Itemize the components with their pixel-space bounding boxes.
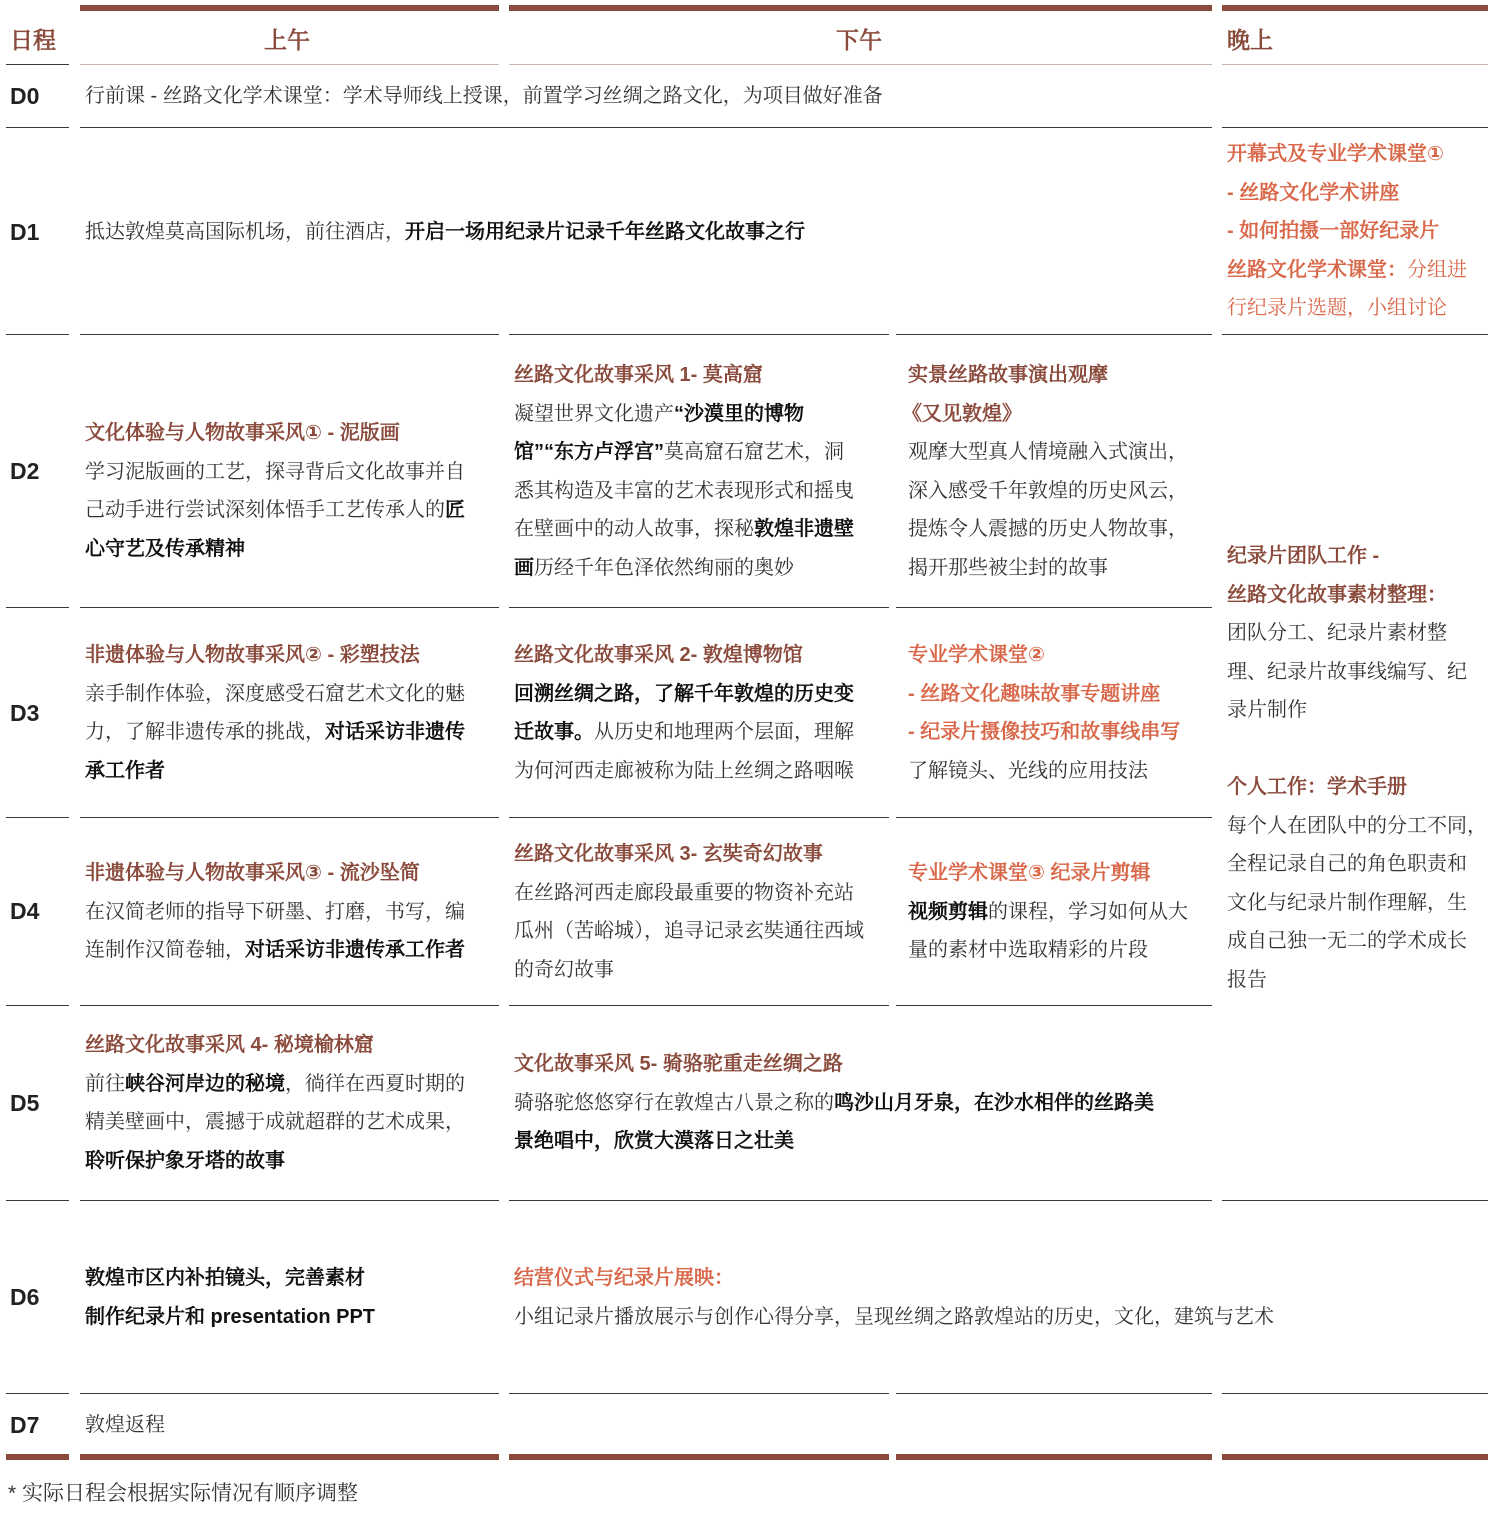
divider <box>80 334 499 335</box>
evening-line: 文化与纪录片制作理解，生 <box>1227 891 1467 914</box>
d1-evening-line: - 丝路文化学术讲座 <box>1227 181 1400 204</box>
d3-morning-line: 亲手制作体验，深度感受石窟艺术文化的魅 <box>85 682 465 705</box>
d3-pm1-text: 从历史和地理两个层面，理解 <box>594 721 854 744</box>
d2-pm2-line: 观摩大型真人情境融入式演出， <box>908 441 1188 464</box>
d4-afternoon-1 <box>514 835 864 989</box>
d5-morning-bold: 峡谷河岸边的秘境 <box>125 1072 285 1095</box>
d3-afternoon-2 <box>908 636 1180 790</box>
header-bar-morning <box>80 5 499 11</box>
d5-morning-text: ，徜徉在西夏时期的 <box>285 1072 465 1095</box>
d5-pm-text: 骑骆驼悠悠穿行在敦煌古八景之称的 <box>514 1091 834 1114</box>
footer-bar <box>1222 1454 1488 1460</box>
d4-morning-line: 在汉简老师的指导下研墨、打磨，书写，编 <box>85 900 465 923</box>
footer-bar <box>80 1454 499 1460</box>
d2-pm1-bold: 敦煌非遗壁 <box>754 518 854 541</box>
d3-pm2-title: 专业学术课堂② <box>908 644 1045 666</box>
d1-text <box>85 213 805 252</box>
d3-pm2-line: - 丝路文化趣味故事专题讲座 <box>908 682 1161 705</box>
d1-evening <box>1227 135 1467 328</box>
d2-pm1-text: 凝望世界文化遗产 <box>514 402 674 425</box>
d2-pm2-line: 揭开那些被尘封的故事 <box>908 556 1108 579</box>
divider <box>509 817 889 818</box>
day-label-d5: D5 <box>10 1090 40 1116</box>
evening-title: 纪录片团队工作 - <box>1227 545 1380 567</box>
d3-pm1-title: 丝路文化故事采风 2- 敦煌博物馆 <box>514 644 803 666</box>
d4-morning-text: 连制作汉简卷轴， <box>85 939 245 962</box>
evening-line: 报告 <box>1227 968 1267 991</box>
d2-afternoon-1 <box>514 356 854 588</box>
footer-bar <box>6 1454 69 1460</box>
d5-pm-bold: 鸣沙山月牙泉，在沙水相伴的丝路美 <box>834 1091 1154 1114</box>
d3-pm2-line: - 纪录片摄像技巧和故事线串写 <box>908 721 1181 744</box>
header-evening: 晚上 <box>1227 27 1273 53</box>
d3-pm1-bold: 迁故事。 <box>514 721 594 744</box>
divider <box>1222 1393 1488 1394</box>
d2-morning-title: 文化体验与人物故事采风① - 泥版画 <box>85 422 400 444</box>
d2-morning-line: 学习泥版画的工艺，探寻背后文化故事并自 <box>85 460 465 483</box>
d1-text-bold: 开启一场用纪录片记录千年丝路文化故事之行 <box>405 221 805 243</box>
divider <box>80 1200 499 1201</box>
d2-pm1-line: 悉其构造及丰富的艺术表现形式和摇曳 <box>514 479 854 502</box>
d3-morning-title: 非遗体验与人物故事采风② - 彩塑技法 <box>85 644 420 666</box>
d2-pm2-title: 《又见敦煌》 <box>902 402 1022 425</box>
d2-morning-bold: 匠 <box>445 499 465 522</box>
divider <box>509 1200 1212 1201</box>
divider <box>509 334 889 335</box>
d5-morning-line: 精美壁画中，震撼于成就超群的艺术成果， <box>85 1111 465 1134</box>
day-label-d7: D7 <box>10 1412 40 1438</box>
evening-line: 成自己独一无二的学术成长 <box>1227 930 1467 953</box>
d6-morning <box>85 1259 375 1336</box>
divider <box>1222 334 1488 335</box>
evening-line: 理、纪录片故事线编写、纪 <box>1227 660 1467 683</box>
d5-afternoon <box>514 1045 1154 1161</box>
divider <box>1222 1200 1488 1201</box>
day-label-d2: D2 <box>10 458 40 484</box>
header-morning: 上午 <box>264 27 310 53</box>
evening-line: 团队分工、纪录片素材整 <box>1227 622 1447 645</box>
d6-pm-line: 小组记录片播放展示与创作心得分享，呈现丝绸之路敦煌站的历史，文化，建筑与艺术 <box>514 1305 1274 1328</box>
footnote: * 实际日程会根据实际情况有顺序调整 <box>8 1482 359 1505</box>
d7-text: 敦煌返程 <box>85 1414 165 1436</box>
d1-evening-bold: 丝路文化学术课堂： <box>1227 258 1407 281</box>
d2-afternoon-2 <box>902 356 1188 588</box>
d2-pm1-text: 莫高窟石窟艺术，洞 <box>664 441 844 464</box>
divider <box>80 1005 499 1006</box>
d2-morning-line: 己动手进行尝试深刻体悟手工艺传承人的 <box>85 499 445 522</box>
header-bar-evening <box>1222 5 1488 11</box>
d1-text-plain: 抵达敦煌莫高国际机场，前往酒店， <box>85 221 405 243</box>
evening-line: 录片制作 <box>1227 699 1307 722</box>
d4-pm2-line: 量的素材中选取精彩的片段 <box>908 939 1148 962</box>
d1-evening-line: - 如何拍摄一部好纪录片 <box>1227 220 1440 243</box>
d2-morning-bold: 心守艺及传承精神 <box>85 537 245 560</box>
d6-afternoon <box>514 1259 1274 1336</box>
d1-evening-line: 行纪录片选题，小组讨论 <box>1227 297 1447 320</box>
divider <box>6 817 69 818</box>
divider <box>6 1393 69 1394</box>
divider <box>1222 64 1488 65</box>
footer-bar <box>509 1454 889 1460</box>
d4-afternoon-2 <box>908 854 1188 970</box>
d4-pm2-bold: 视频剪辑 <box>908 900 988 923</box>
d4-pm2-text: 的课程，学习如何从大 <box>988 900 1188 923</box>
divider <box>509 1393 889 1394</box>
d5-pm-title: 文化故事采风 5- 骑骆驼重走丝绸之路 <box>514 1053 843 1075</box>
divider <box>80 127 1212 128</box>
evening-line: 每个人在团队中的分工不同， <box>1227 814 1487 837</box>
evening-d2-d5 <box>1227 537 1487 1000</box>
d4-pm1-line: 瓜州（苦峪城），追寻记录玄奘通往西域 <box>514 920 864 943</box>
divider <box>509 607 889 608</box>
d3-morning-bold: 承工作者 <box>85 759 165 782</box>
d2-morning <box>85 414 465 568</box>
d4-morning <box>85 854 465 970</box>
day-label-d3: D3 <box>10 700 40 726</box>
divider <box>6 127 69 128</box>
day-label-d0: D0 <box>10 83 40 109</box>
d2-pm1-text: 在壁画中的动人故事，探秘 <box>514 518 754 541</box>
evening-title: 丝路文化故事素材整理： <box>1227 583 1447 606</box>
divider <box>1222 127 1488 128</box>
d5-morning-title: 丝路文化故事采风 4- 秘境榆林窟 <box>85 1034 374 1056</box>
d0-text: 行前课 - 丝路文化学术课堂：学术导师线上授课，前置学习丝绸之路文化，为项目做好准备 <box>85 85 883 107</box>
header-day: 日程 <box>10 27 56 53</box>
d4-pm1-line: 的奇幻故事 <box>514 958 614 981</box>
d3-pm1-bold: 回溯丝绸之路，了解千年敦煌的历史变 <box>514 682 854 705</box>
divider <box>509 64 1212 65</box>
d5-pm-bold: 景绝唱中，欣赏大漠落日之壮美 <box>514 1130 794 1153</box>
d5-morning <box>85 1026 465 1180</box>
d5-morning-text: 前往 <box>85 1072 125 1095</box>
d2-pm1-bold: 画 <box>514 556 534 579</box>
d6-morning-bold: 制作纪录片和 presentation PPT <box>85 1305 376 1328</box>
divider <box>6 1005 69 1006</box>
divider <box>896 607 1212 608</box>
divider <box>509 1005 889 1006</box>
divider <box>6 334 69 335</box>
divider <box>80 1393 499 1394</box>
footer-bar <box>896 1454 1212 1460</box>
d3-morning-bold: 对话采访非遗传 <box>325 721 465 744</box>
d1-evening-text: 分组进 <box>1407 258 1467 281</box>
d5-morning-bold: 聆听保护象牙塔的故事 <box>85 1149 285 1172</box>
divider <box>896 334 1212 335</box>
evening-line: 全程记录自己的角色职责和 <box>1227 853 1467 876</box>
divider <box>6 1200 69 1201</box>
d3-afternoon-1 <box>514 636 854 790</box>
d6-morning-bold: 敦煌市区内补拍镜头，完善素材 <box>85 1267 365 1289</box>
d4-pm1-title: 丝路文化故事采风 3- 玄奘奇幻故事 <box>514 843 823 865</box>
divider <box>6 64 69 65</box>
d3-pm2-line: 了解镜头、光线的应用技法 <box>908 759 1148 782</box>
d3-pm1-line: 为何河西走廊被称为陆上丝绸之路咽喉 <box>514 759 854 782</box>
d2-pm1-bold: “沙漠里的博物 <box>674 402 804 425</box>
divider <box>80 817 499 818</box>
d2-pm2-line: 深入感受千年敦煌的历史风云， <box>908 479 1188 502</box>
d2-pm2-line: 提炼令人震撼的历史人物故事， <box>908 518 1188 541</box>
d4-morning-title: 非遗体验与人物故事采风③ - 流沙坠简 <box>85 862 420 884</box>
divider <box>6 607 69 608</box>
header-afternoon: 下午 <box>836 27 882 53</box>
divider <box>896 817 1212 818</box>
d2-pm1-text: 历经千年色泽依然绚丽的奥妙 <box>534 556 794 579</box>
day-label-d4: D4 <box>10 898 40 924</box>
d4-morning-bold: 对话采访非遗传承工作者 <box>245 939 465 962</box>
d2-pm1-bold: 馆”“东方卢浮宫” <box>514 441 664 464</box>
d4-pm2-title: 专业学术课堂③ 纪录片剪辑 <box>908 862 1151 884</box>
d2-pm1-title: 丝路文化故事采风 1- 莫高窟 <box>514 364 763 386</box>
day-label-d6: D6 <box>10 1284 40 1310</box>
day-label-d1: D1 <box>10 219 40 245</box>
divider <box>80 64 499 65</box>
d1-evening-line: 开幕式及专业学术课堂① <box>1227 143 1444 165</box>
divider <box>896 1005 1212 1006</box>
header-bar-afternoon <box>509 5 1212 11</box>
d3-morning-text: 力，了解非遗传承的挑战， <box>85 721 325 744</box>
d3-morning <box>85 636 465 790</box>
d2-pm2-title: 实景丝路故事演出观摩 <box>908 364 1108 386</box>
d4-pm1-line: 在丝路河西走廊段最重要的物资补充站 <box>514 881 854 904</box>
evening-title: 个人工作：学术手册 <box>1227 775 1407 798</box>
d6-pm-title: 结营仪式与纪录片展映： <box>514 1267 734 1289</box>
divider <box>896 1393 1212 1394</box>
divider <box>80 607 499 608</box>
